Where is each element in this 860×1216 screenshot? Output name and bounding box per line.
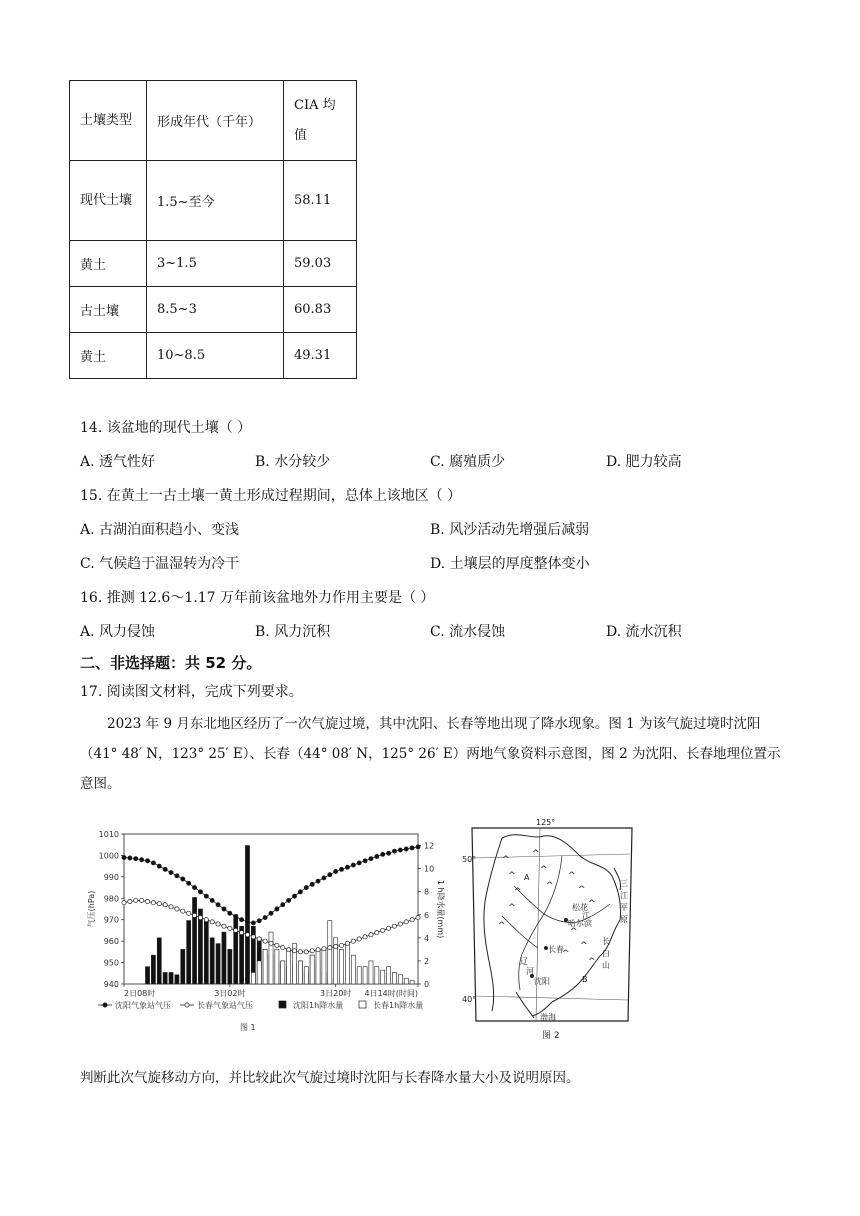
question-14-option-a: A. 透气性好 [80, 454, 156, 470]
map-label-b: B [582, 975, 588, 984]
changchun-precip-bar [263, 949, 267, 984]
figure-2-map [462, 816, 642, 1041]
shenyang-pressure-point [416, 845, 420, 849]
shenyang-precip-bar [204, 921, 208, 984]
shenyang-pressure-point [257, 919, 261, 923]
changchun-pressure-point [263, 939, 267, 943]
figure-1-chart [80, 824, 444, 1036]
table-cell: 1.5~至今 [147, 161, 284, 241]
legend-entry: 沈阳1h降水量 [293, 1001, 344, 1010]
shenyang-pressure-point [334, 869, 338, 873]
table-cell: 59.03 [284, 241, 357, 287]
shenyang-pressure-point [145, 859, 149, 863]
map-label-haerbin: 哈尔滨 [568, 919, 592, 928]
changchun-pressure-point [416, 915, 420, 919]
changchun-precip-bar [404, 978, 408, 984]
svg-text:^: ^ [508, 871, 516, 881]
question-15-option-b: B. 风沙活动先增强后减弱 [430, 522, 590, 538]
table-cell: 古土壤 [70, 287, 147, 333]
shenyang-precip-bar [198, 909, 202, 984]
changchun-pressure-point [128, 899, 132, 903]
svg-text:^: ^ [580, 941, 588, 951]
question-17-material: 2023 年 9 月东北地区经历了一次气旋过境，其中沈阳、长春等地出现了降水现象。图 1 为该气旋过境时沈阳（41° 48′ N，123° 25′ E）、长春（44° 08′ N，125° 26′ E）两地气象资料示意图，图 2 为沈阳、长春地理位置示意图。 [80, 716, 781, 792]
svg-text:^: ^ [570, 927, 578, 937]
shenyang-precip-bar [228, 949, 232, 984]
changchun-precip-bar [257, 961, 261, 984]
shenyang-pressure-point [298, 890, 302, 894]
shenyang-pressure-point [122, 855, 126, 859]
shenyang-pressure-point [140, 858, 144, 862]
svg-text:^: ^ [508, 903, 516, 913]
changchun-pressure-point [134, 898, 138, 902]
soil-data-table [69, 80, 357, 379]
shenyang-precip-bar [169, 972, 173, 984]
table-row [70, 333, 357, 379]
table-header-cell: 土壤类型 [70, 81, 147, 161]
shenyang-precip-bar [163, 972, 167, 984]
shenyang-pressure-point [310, 882, 314, 886]
shenyang-pressure-point [181, 877, 185, 881]
shenyang-pressure-point [322, 876, 326, 880]
section-title: 二、非选择题：共 52 分。 [80, 654, 262, 672]
shenyang-precip-bar [216, 944, 220, 984]
shenyang-pressure-point [216, 903, 220, 907]
map-label-he: 河 [526, 967, 534, 976]
shenyang-pressure-point [222, 907, 226, 911]
question-15-stem: 15. 在黄土一古土壤一黄土形成过程期间，总体上该地区（ ） [80, 488, 462, 504]
shenyang-pressure-point [345, 865, 349, 869]
changchun-pressure-point [234, 928, 238, 932]
map-rivers [502, 856, 610, 990]
svg-text:^: ^ [502, 855, 510, 865]
legend-bar-swatch [359, 1001, 366, 1008]
table-cell: 3~1.5 [147, 241, 284, 287]
changchun-pressure-point [287, 948, 291, 952]
y-left-tick-label: 940 [103, 980, 119, 989]
changchun-pressure-point [269, 941, 273, 945]
shenyang-pressure-point [175, 874, 179, 878]
shenyang-precip-bar [245, 846, 249, 984]
changchun-pressure-point [210, 920, 214, 924]
changchun-precip-bar [363, 967, 367, 984]
changchun-pressure-point [245, 933, 249, 937]
shenyang-pressure-point [410, 846, 414, 850]
y-left-tick-label: 970 [103, 915, 119, 925]
shenyang-pressure-point [151, 861, 155, 865]
changchun-pressure-point [375, 930, 379, 934]
changchun-precip-bar [287, 949, 291, 984]
shenyang-pressure-point [240, 918, 244, 922]
changchun-pressure-point [204, 918, 208, 922]
y-left-tick-label: 980 [103, 894, 119, 904]
map-latitude-label-50: 50° [462, 855, 477, 864]
x-tick-label: 2日08时 [124, 989, 156, 998]
changchun-pressure-point [345, 941, 349, 945]
map-label-changbai-1: 长 [602, 937, 610, 946]
changchun-pressure-point [257, 937, 261, 941]
changchun-precip-bar [410, 981, 414, 984]
shenyang-pressure-point [363, 859, 367, 863]
shenyang-precip-bar [187, 921, 191, 984]
changchun-pressure-point [275, 943, 279, 947]
question-16-option-d: D. 流水沉积 [606, 624, 682, 640]
shenyang-pressure-point [187, 881, 191, 885]
changchun-pressure-point [298, 950, 302, 954]
svg-text:^: ^ [514, 887, 522, 897]
y-right-tick-label: 10 [424, 864, 435, 874]
svg-text:^: ^ [546, 881, 554, 891]
question-17-stem: 17. 阅读图文材料，完成下列要求。 [80, 684, 303, 700]
y-left-tick-label: 960 [103, 937, 119, 947]
question-15-option-d: D. 土壤层的厚度整体变小 [430, 556, 590, 572]
changchun-pressure-point [381, 928, 385, 932]
figure-2-caption: 图 2 [542, 1031, 560, 1041]
changchun-precip-bar [375, 967, 379, 984]
map-label-a: A [524, 873, 530, 882]
chart-bars [145, 846, 414, 984]
changchun-precip-bar [316, 949, 320, 984]
shenyang-pressure-point [134, 857, 138, 861]
changchun-pressure-point [363, 935, 367, 939]
map-label-songhua: 松花 [572, 903, 588, 912]
shenyang-precip-bar [157, 938, 161, 984]
changchun-pressure-point [145, 899, 149, 903]
question-14-stem: 14. 该盆地的现代土壤（ ） [80, 420, 252, 436]
changchun-precip-bar [369, 961, 373, 984]
changchun-precip-bar [310, 955, 314, 984]
table-row [70, 161, 357, 241]
changchun-pressure-point [187, 911, 191, 915]
changchun-pressure-point [404, 920, 408, 924]
changchun-precip-bar [381, 970, 385, 984]
shenyang-precip-bar [193, 897, 197, 984]
shenyang-pressure-point [404, 847, 408, 851]
map-label-jiang: 江 [582, 911, 590, 920]
shenyang-precip-bar [234, 915, 238, 984]
svg-text:^: ^ [540, 865, 548, 875]
map-label-sanjiang-3: 平 [620, 903, 628, 912]
shenyang-pressure-point [128, 856, 132, 860]
changchun-precip-bar [251, 972, 255, 984]
changchun-pressure-point [140, 898, 144, 902]
changchun-precip-bar [281, 961, 285, 984]
shenyang-pressure-point [381, 852, 385, 856]
legend-entry: 沈阳气象站气压 [115, 1001, 171, 1010]
map-label-shenyang: 沈阳 [534, 977, 550, 986]
y-right-tick-label: 2 [424, 956, 430, 966]
changchun-pressure-point [292, 949, 296, 953]
shenyang-pressure-point [210, 898, 214, 902]
changchun-precip-bar [269, 932, 273, 984]
y-right-tick-label: 4 [424, 933, 430, 943]
question-15-option-c: C. 气候趋于温湿转为冷干 [80, 556, 240, 572]
legend-entry: 长春气象站气压 [197, 1001, 253, 1010]
changchun-pressure-point [304, 950, 308, 954]
shenyang-pressure-point [339, 867, 343, 871]
shenyang-pressure-point [281, 903, 285, 907]
map-label-changbai-2: 白 [602, 949, 610, 958]
changchun-precip-bar [351, 955, 355, 984]
table-cell: 10~8.5 [147, 333, 284, 379]
changchun-pressure-point [392, 924, 396, 928]
shenyang-pressure-point [357, 861, 361, 865]
table-header-cell: 形成年代（千年） [147, 81, 284, 161]
changchun-pressure-point [175, 907, 179, 911]
legend-bar-swatch [279, 1001, 286, 1008]
changchun-precip-bar [328, 921, 332, 984]
table-header-cell: CIA 均值 [284, 81, 357, 161]
changchun-pressure-point [281, 945, 285, 949]
y-left-tick-label: 950 [103, 958, 119, 968]
shenyang-pressure-point [387, 851, 391, 855]
changchun-pressure-point [251, 935, 255, 939]
x-tick-label: 3日02时 [214, 989, 246, 998]
changchun-pressure-point [387, 926, 391, 930]
y-right-axis-label: 1 h降水量(mm) [436, 879, 445, 939]
shenyang-precip-bar [151, 955, 155, 984]
changchun-pressure-point [351, 939, 355, 943]
shenyang-precip-bar [181, 949, 185, 984]
shenyang-pressure-point [292, 894, 296, 898]
shenyang-pressure-point [245, 920, 249, 924]
y-left-tick-label: 1010 [98, 830, 119, 839]
changchun-pressure-point [357, 937, 361, 941]
map-label-changchun: 长春 [548, 945, 564, 954]
x-tick-label: 3日20时 [320, 989, 352, 998]
changchun-pressure-point [192, 913, 196, 917]
y-right-tick-label: 8 [424, 887, 430, 897]
shenyang-precip-bar [175, 975, 179, 984]
shenyang-pressure-point [375, 854, 379, 858]
shenyang-pressure-point [228, 911, 232, 915]
changchun-pressure-point [163, 903, 167, 907]
figure-1-caption: 图 1 [240, 1023, 256, 1032]
shenyang-pressure-point [392, 849, 396, 853]
shenyang-pressure-point [163, 867, 167, 871]
map-label-sanjiang-4: 原 [620, 915, 628, 924]
changchun-precip-bar [392, 972, 396, 984]
shenyang-pressure-point [192, 885, 196, 889]
y-right-tick-label: 0 [424, 980, 430, 989]
changchun-pressure-point [410, 918, 414, 922]
svg-text:^: ^ [568, 871, 576, 881]
changchun-precip-bar [322, 949, 326, 984]
table-cell: 黄土 [70, 241, 147, 287]
shenyang-pressure-point [263, 915, 267, 919]
y-left-axis-label: 气压(hPa) [87, 890, 96, 928]
svg-text:^: ^ [578, 885, 586, 895]
shenyang-precip-bar [145, 967, 149, 984]
table-cell: 8.5~3 [147, 287, 284, 333]
changchun-pressure-point [216, 922, 220, 926]
changchun-precip-bar [387, 967, 391, 984]
shenyang-precip-bar [210, 938, 214, 984]
svg-text:^: ^ [498, 921, 506, 931]
map-label-sanjiang-2: 江 [620, 891, 628, 900]
y-right-tick-label: 6 [424, 910, 430, 920]
svg-text:^: ^ [532, 849, 540, 859]
y-right-tick-label: 12 [424, 841, 435, 851]
changchun-precip-bar [275, 949, 279, 984]
shenyang-pressure-point [275, 907, 279, 911]
changchun-pressure-point [334, 944, 338, 948]
map-longitude-label: 125° [536, 818, 556, 827]
question-14-option-d: D. 肥力较高 [606, 454, 682, 470]
chart-legend [98, 1000, 423, 1032]
changchun-pressure-point [369, 933, 373, 937]
changchun-precip-bar [340, 949, 344, 984]
table-cell: 黄土 [70, 333, 147, 379]
shenyang-precip-bar [222, 932, 226, 984]
map-latitude-label-40: 40° [462, 995, 477, 1004]
shenyang-pressure-point [234, 914, 238, 918]
shenyang-pressure-point [328, 873, 332, 877]
changchun-pressure-point [122, 900, 126, 904]
map-label-sanjiang-1: 三 [620, 879, 628, 888]
y-left-tick-label: 990 [103, 872, 119, 882]
changchun-precip-bar [298, 961, 302, 984]
x-tick-label: 4日14时(时间) [364, 989, 418, 998]
changchun-pressure-point [240, 930, 244, 934]
question-17-task: 判断此次气旋移动方向，并比较此次气旋过境时沈阳与长春降水量大小及说明原因。 [80, 1070, 580, 1086]
svg-text:^: ^ [562, 949, 570, 959]
table-cell: 49.31 [284, 333, 357, 379]
changchun-pressure-point [157, 902, 161, 906]
shenyang-pressure-point [351, 863, 355, 867]
changchun-pressure-point [198, 915, 202, 919]
question-14-option-b: B. 水分较少 [255, 454, 331, 470]
shenyang-pressure-point [369, 857, 373, 861]
changchun-pressure-point [181, 909, 185, 913]
question-16-option-b: B. 风力沉积 [255, 624, 331, 640]
table-cell: 58.11 [284, 161, 357, 241]
legend-point-swatch [103, 1003, 107, 1007]
changchun-pressure-point [316, 948, 320, 952]
changchun-pressure-point [151, 900, 155, 904]
question-16-option-c: C. 流水侵蚀 [430, 624, 506, 640]
shenyang-pressure-point [316, 879, 320, 883]
table-row [70, 287, 357, 333]
table-row [70, 241, 357, 287]
shenyang-pressure-point [304, 885, 308, 889]
question-16-option-a: A. 风力侵蚀 [80, 624, 156, 640]
changchun-pressure-point [228, 926, 232, 930]
table-cell: 现代土壤 [70, 161, 147, 241]
changchun-precip-bar [345, 944, 349, 984]
question-15-option-a: A. 古湖泊面积趋小、变浅 [80, 522, 240, 538]
y-left-tick-label: 1000 [98, 851, 119, 861]
table-cell: 60.83 [284, 287, 357, 333]
changchun-precip-bar [304, 967, 308, 984]
svg-text:^: ^ [588, 957, 596, 967]
shenyang-pressure-point [251, 921, 255, 925]
changchun-pressure-point [339, 943, 343, 947]
changchun-precip-bar [398, 975, 402, 984]
shenyang-pressure-point [269, 911, 273, 915]
table-header-row [70, 81, 357, 161]
shenyang-pressure-point [169, 870, 173, 874]
changchun-pressure-point [222, 924, 226, 928]
map-label-bohai: 渤海 [540, 1013, 556, 1022]
svg-text:^: ^ [588, 899, 596, 909]
changchun-precip-bar [357, 967, 361, 984]
shenyang-pressure-point [157, 864, 161, 868]
changchun-pressure-point [398, 922, 402, 926]
changchun-pressure-point [169, 905, 173, 909]
changchun-pressure-point [322, 947, 326, 951]
shenyang-pressure-point [398, 848, 402, 852]
changchun-pressure-point [328, 945, 332, 949]
map-label-liao: 辽 [520, 957, 528, 966]
shenyang-pressure-point [204, 894, 208, 898]
map-label-changbai-3: 山 [602, 961, 610, 970]
shenyang-pressure-point [287, 898, 291, 902]
legend-entry: 长春1h降水量 [373, 1001, 424, 1010]
question-14-option-c: C. 腐殖质少 [430, 454, 506, 470]
legend-point-swatch [185, 1003, 189, 1007]
question-16-stem: 16. 推测 12.6～1.17 万年前该盆地外力作用主要是（ ） [80, 590, 435, 606]
shenyang-pressure-point [198, 890, 202, 894]
changchun-pressure-point [310, 949, 314, 953]
